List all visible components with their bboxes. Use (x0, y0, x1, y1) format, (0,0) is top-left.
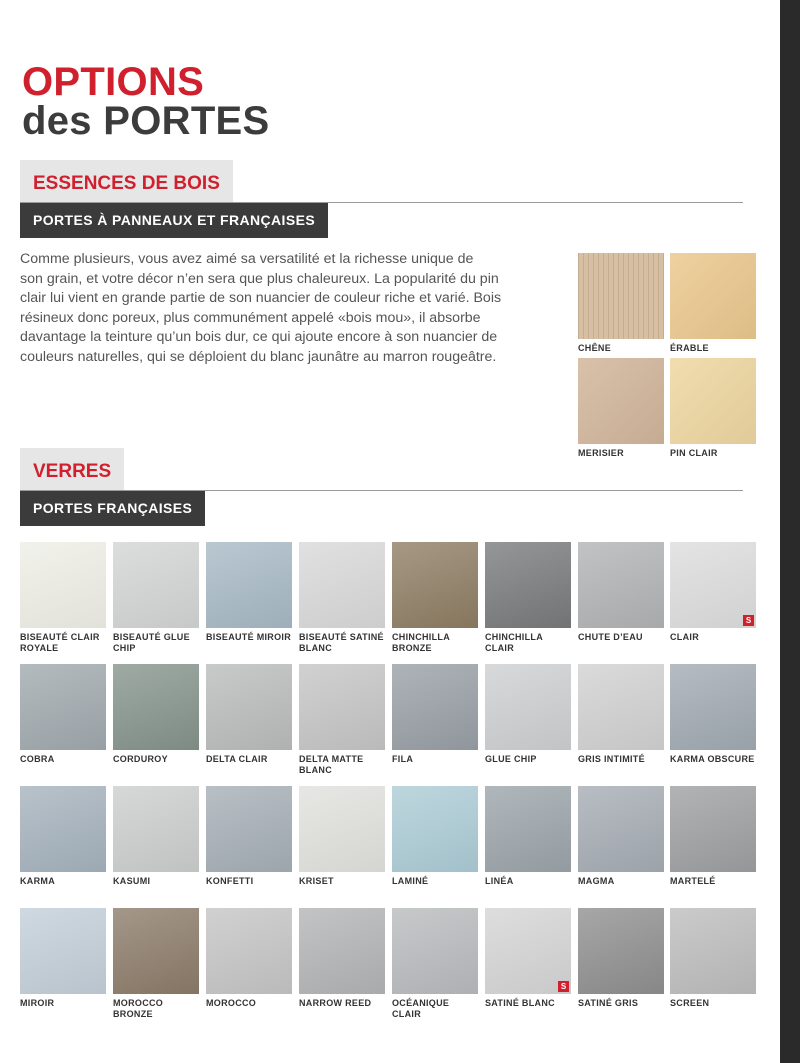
standard-badge: S (743, 615, 754, 626)
glass-swatch-label: COBRA (20, 754, 55, 764)
glass-swatch-label: BISEAUTÉ CLAIR ROYALE (20, 632, 100, 653)
glass-swatch (670, 542, 756, 643)
glass-swatch-image (20, 786, 106, 872)
standard-badge: S (558, 981, 569, 992)
glass-swatch-image (206, 542, 292, 628)
glass-swatch-image (299, 664, 385, 750)
glass-swatch-image (113, 542, 199, 628)
glass-swatch-image (299, 908, 385, 994)
glass-swatch-image (299, 786, 385, 872)
glass-swatch-image (578, 908, 664, 994)
glass-swatch (299, 542, 385, 654)
glass-swatch-label: BISEAUTÉ MIROIR (206, 632, 292, 642)
glass-swatch-image (578, 786, 664, 872)
wood-swatch-image (578, 253, 664, 339)
glass-swatch (670, 664, 756, 765)
glass-swatch (392, 542, 478, 654)
glass-swatch (206, 664, 292, 765)
glass-swatch-image (392, 664, 478, 750)
wood-section-subheading: PORTES À PANNEAUX ET FRANÇAISES (20, 203, 328, 238)
glass-swatch-image (670, 542, 756, 628)
glass-swatch-label: NARROW REED (299, 998, 372, 1008)
glass-swatch (20, 542, 106, 654)
glass-swatch (206, 908, 292, 1009)
glass-swatch-label: MIROIR (20, 998, 55, 1008)
glass-swatch-image (485, 542, 571, 628)
glass-swatch-image (299, 542, 385, 628)
glass-swatch-image (670, 908, 756, 994)
wood-swatch (670, 253, 756, 353)
glass-swatch-label: DELTA MATTE BLANC (299, 754, 364, 775)
glass-swatch (299, 786, 385, 887)
glass-swatch (670, 908, 756, 1009)
glass-swatch-image (206, 908, 292, 994)
glass-swatch-image (20, 664, 106, 750)
glass-swatch-image (206, 664, 292, 750)
glass-swatch-label: SCREEN (670, 998, 710, 1008)
glass-swatch-label: BISEAUTÉ GLUE CHIP (113, 632, 190, 653)
glass-swatch-label: KARMA OBSCURE (670, 754, 755, 764)
glass-swatch (20, 786, 106, 887)
glass-swatch-label: LINÉA (485, 876, 514, 886)
description-line: Comme plusieurs, vous avez aimé sa versatilité et la richesse unique de (20, 251, 474, 267)
glass-swatch (485, 542, 571, 654)
glass-swatch-image (392, 786, 478, 872)
glass-swatch (299, 908, 385, 1009)
glass-swatch-label: KONFETTI (206, 876, 254, 886)
page-title-line2: des PORTES (22, 99, 270, 143)
wood-swatch-image (578, 358, 664, 444)
wood-section-heading: ESSENCES DE BOIS (20, 160, 233, 202)
wood-swatch-label: ÉRABLE (670, 343, 709, 353)
glass-swatch-label: SATINÉ GRIS (578, 998, 639, 1008)
glass-swatch-label: GLUE CHIP (485, 754, 537, 764)
glass-swatch-image (670, 786, 756, 872)
glass-swatch-label: KARMA (20, 876, 55, 886)
glass-swatch-label: GRIS INTIMITÉ (578, 754, 645, 764)
glass-swatch (392, 664, 478, 765)
glass-swatch-label: DELTA CLAIR (206, 754, 268, 764)
glass-swatch-image (113, 786, 199, 872)
glass-swatch-image (206, 786, 292, 872)
glass-swatch (113, 786, 199, 887)
glass-swatch-image (578, 542, 664, 628)
wood-description (20, 250, 560, 368)
glass-swatch (578, 542, 664, 643)
glass-swatch-image (485, 664, 571, 750)
glass-swatch (485, 908, 571, 1009)
glass-swatch (113, 908, 199, 1020)
glass-swatch-label: MOROCCO BRONZE (113, 998, 164, 1019)
glass-section-heading: VERRES (20, 448, 124, 490)
glass-swatch-label: CHINCHILLA BRONZE (392, 632, 450, 653)
wood-swatch-label: MERISIER (578, 448, 624, 458)
glass-swatch-image (113, 908, 199, 994)
glass-swatch-label: CHINCHILLA CLAIR (485, 632, 543, 653)
glass-swatch-label: OCÉANIQUE CLAIR (392, 998, 450, 1019)
glass-swatch-label: CHUTE D’EAU (578, 632, 643, 642)
glass-swatch (578, 908, 664, 1009)
glass-swatch-label: SATINÉ BLANC (485, 998, 555, 1008)
glass-swatch-image (113, 664, 199, 750)
glass-swatch-label: FILA (392, 754, 414, 764)
page-title-line1: OPTIONS (22, 60, 205, 104)
wood-swatch (670, 358, 756, 458)
glass-swatch (20, 908, 106, 1009)
glass-swatch (392, 908, 478, 1020)
glass-swatch (670, 786, 756, 887)
wood-swatch (578, 358, 664, 458)
description-line: davantage la teinture qu’un bois dur, ce qui ajoute encore à son nuancier de (20, 329, 498, 346)
glass-swatch-label: CLAIR (670, 632, 699, 642)
glass-swatch-label: CORDUROY (113, 754, 168, 764)
glass-swatch-image (392, 908, 478, 994)
glass-swatch (578, 786, 664, 887)
glass-swatch (206, 786, 292, 887)
glass-swatch-label: MARTELÉ (670, 876, 716, 886)
glass-swatch-label: KRISET (299, 876, 334, 886)
description-line: son grain, et votre décor n’en sera que plus chaleureux. La popularité du pin (20, 270, 499, 287)
glass-swatch-image (578, 664, 664, 750)
wood-swatch-image (670, 358, 756, 444)
glass-section-subheading: PORTES FRANÇAISES (20, 491, 205, 526)
wood-swatch-image (670, 253, 756, 339)
glass-swatch-label: KASUMI (113, 876, 151, 886)
glass-swatch-image (670, 664, 756, 750)
wood-swatch-label: PIN CLAIR (670, 448, 718, 458)
glass-swatch (485, 786, 571, 887)
glass-swatch-label: MAGMA (578, 876, 615, 886)
glass-swatch (578, 664, 664, 765)
glass-swatch-image (20, 908, 106, 994)
glass-swatch-image (20, 542, 106, 628)
glass-swatch (20, 664, 106, 765)
glass-swatch (392, 786, 478, 887)
glass-swatch (299, 664, 385, 776)
description-line: résineux donc poreux, plus communément appelé «bois mou», il absorbe (20, 309, 481, 326)
glass-swatch-label: BISEAUTÉ SATINÉ BLANC (299, 632, 384, 653)
glass-swatch (485, 664, 571, 765)
glass-swatch (113, 664, 199, 765)
glass-swatch (113, 542, 199, 654)
glass-swatch-image (485, 786, 571, 872)
glass-swatch (206, 542, 292, 643)
glass-swatch-label: MOROCCO (206, 998, 257, 1008)
glass-swatch-image (392, 542, 478, 628)
page-edge-bar (780, 0, 800, 1063)
description-line: couleurs naturelles, qui se déploient du blanc jaunâtre au marron rougeâtre. (20, 348, 497, 365)
wood-swatch-label: CHÊNE (578, 343, 612, 353)
description-line: clair lui vient en grande partie de son nuancier de couleur riche et varié. Bois (20, 290, 502, 307)
glass-swatch-image (485, 908, 571, 994)
wood-swatch (578, 253, 664, 353)
glass-swatch-label: LAMINÉ (392, 876, 429, 886)
